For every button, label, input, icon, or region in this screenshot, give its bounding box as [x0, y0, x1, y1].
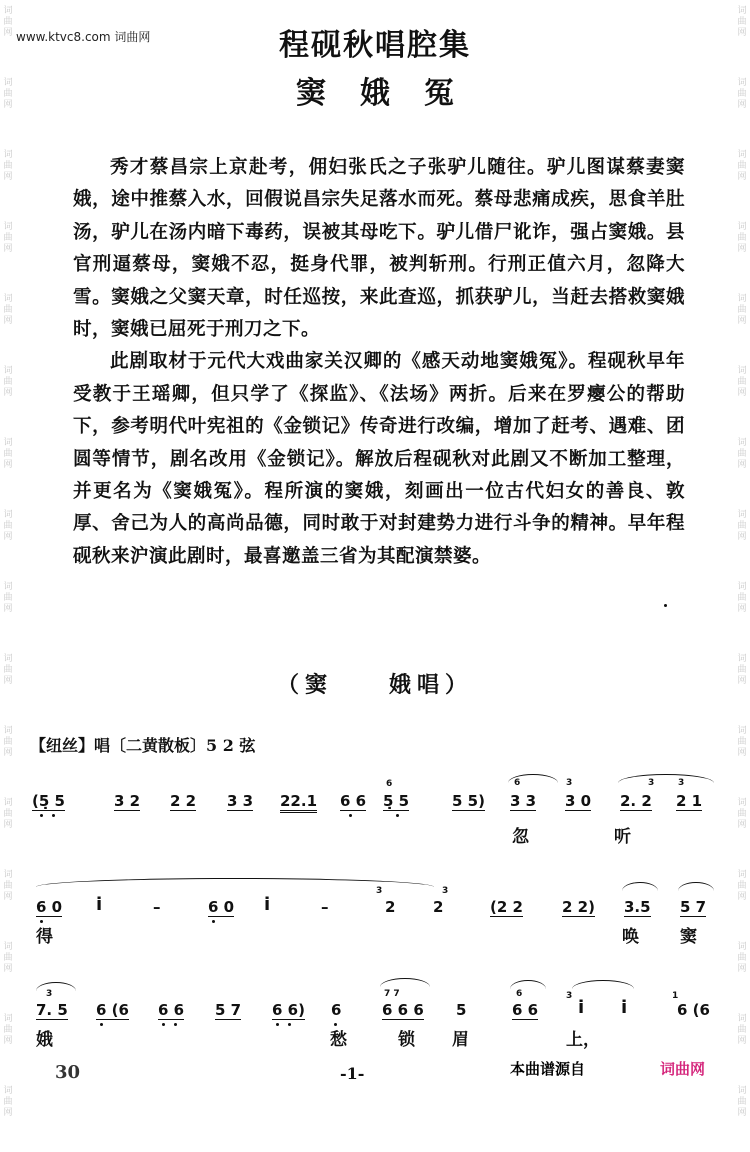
slur [36, 878, 434, 887]
watermark-mark: 词 曲 网 [737, 78, 747, 110]
note-group: – [153, 898, 161, 916]
note-group: 2 2) [562, 898, 595, 916]
score-heading: 【纽丝】唱〔二黄散板〕5 2 弦 [30, 736, 256, 755]
note-group: 6 6) [272, 1001, 305, 1019]
note-group: (5̣ 5 [32, 792, 65, 810]
watermark-mark: 词 曲 网 [737, 654, 747, 686]
lyric: 锁 [398, 1030, 415, 1050]
numbered-notation: (5̣ 5 3 2 2 2 3 3 22.1 6 6 5̣ 5 5 5) 3 3 3 0 2. 2 2 1 6 6 3 3 3 忽 听 6 0 i – 6 0 i – 2 2 (2 2 2 2) 3.5 5 7 3 3 得 唤 窦 7. 5 6 (6 6 6 5 7 6 6) 6 6 6 6 5 6 6 i i 6 (6 3 7 7 6 3 1 娥 愁 锁 眉 上， [0, 0, 750, 1105]
note-group: 2 1 [676, 792, 703, 810]
note-group: 2 2 [170, 792, 197, 810]
note-group: 3 0 [565, 792, 592, 810]
watermark-mark: 词 曲 网 [737, 582, 747, 614]
note-group: 7. 5 [36, 1001, 68, 1019]
slur [510, 980, 546, 989]
slur [572, 980, 634, 989]
watermark-mark: 词 曲 网 [3, 726, 13, 758]
note-group: i [578, 997, 585, 1018]
watermark-mark: 词 曲 网 [3, 438, 13, 470]
note-group: i [96, 894, 103, 915]
watermark-mark: 词 曲 网 [3, 510, 13, 542]
watermark-mark: 词 曲 网 [3, 1086, 13, 1118]
watermark-mark: 词 曲 网 [737, 366, 747, 398]
watermark-mark: 词 曲 网 [3, 6, 13, 38]
note-group: 5 7 [215, 1001, 242, 1019]
slur [36, 982, 76, 991]
note-group: 3 3 [227, 792, 254, 810]
note-group: 2 [433, 898, 444, 916]
source-label: 本曲谱源自 [510, 1060, 586, 1078]
note-group: 6 6 [512, 1001, 539, 1019]
slur [380, 978, 430, 987]
note-group: 6 (6 [677, 1001, 710, 1019]
watermark-mark: 词 曲 网 [737, 870, 747, 902]
brand-link[interactable]: 词曲网 [660, 1060, 706, 1078]
note-group: 3 3 [510, 792, 537, 810]
footer-left-text: 30 [55, 1062, 81, 1083]
watermark-mark: 词 曲 网 [737, 1014, 747, 1046]
note-group: 22.1 [280, 793, 317, 813]
watermark-mark: 词 曲 网 [3, 150, 13, 182]
watermark-mark: 词 曲 网 [737, 6, 747, 38]
note-group: 5 5) [452, 792, 485, 810]
watermark-mark: 词 曲 网 [737, 294, 747, 326]
watermark-mark: 词 曲 网 [3, 1014, 13, 1046]
watermark-mark: 词 曲 网 [737, 1086, 747, 1118]
watermark-mark: 词 曲 网 [737, 150, 747, 182]
watermark-mark: 词 曲 网 [737, 798, 747, 830]
note-group: i [264, 894, 271, 915]
note-group: i [621, 997, 628, 1018]
slur [678, 882, 714, 891]
watermark-mark: 词 曲 网 [3, 78, 13, 110]
note-group: 5̣ 5 [383, 792, 410, 810]
note-group: 6 6 [158, 1001, 185, 1019]
watermark-mark: 词 曲 网 [3, 222, 13, 254]
note-group: 6 0 [208, 898, 235, 916]
note-group: 6 6 [340, 792, 367, 810]
watermark-mark: 词 曲 网 [3, 798, 13, 830]
note-group: 2 [385, 898, 396, 916]
lyric: 听 [614, 827, 631, 847]
lyric: 愁 [330, 1030, 347, 1050]
watermark-mark: 词 曲 网 [3, 654, 13, 686]
watermark-mark: 词 曲 网 [737, 222, 747, 254]
note-group: 2. 2 [620, 792, 652, 810]
watermark-mark: 词 曲 网 [737, 942, 747, 974]
watermark-mark: 词 曲 网 [3, 366, 13, 398]
lyric: 娥 [36, 1030, 53, 1050]
lyric: 窦 [680, 927, 697, 947]
watermark-mark: 词 曲 网 [737, 726, 747, 758]
page-number: -1- [340, 1064, 365, 1083]
note-group: – [321, 898, 329, 916]
note-group: 6 0 [36, 898, 63, 916]
site-url: www.ktvc8.com 词曲网 [16, 30, 151, 44]
section-title: （窦 娥唱） [276, 672, 473, 698]
lyric: 上， [566, 1030, 600, 1050]
watermark-mark: 词 曲 网 [3, 294, 13, 326]
slur [618, 774, 714, 783]
note-group: 5 7 [680, 898, 707, 916]
watermark-mark: 词 曲 网 [737, 438, 747, 470]
note-group: (2 2 [490, 898, 523, 916]
watermark-mark: 词 曲 网 [737, 510, 747, 542]
watermark-mark: 词 曲 网 [3, 942, 13, 974]
collection-title: 程砚秋唱腔集 [279, 28, 471, 63]
slur [622, 882, 658, 891]
note-group: 3.5 [624, 898, 651, 916]
lyric: 忽 [512, 827, 529, 847]
note-group: 6 [331, 1001, 342, 1019]
note-group: 6 6 6 [382, 1001, 424, 1019]
note-group: 5 [456, 1001, 467, 1019]
lyric: 眉 [452, 1030, 469, 1050]
watermark-mark: 词 曲 网 [3, 870, 13, 902]
piece-title: 窦娥冤 [296, 76, 488, 111]
lyric: 唤 [622, 927, 639, 947]
note-group: 6 (6 [96, 1001, 129, 1019]
lyric: 得 [36, 927, 53, 947]
intro-paragraph-2: 此剧取材于元代大戏曲家关汉卿的《感天动地窦娥冤》。程砚秋早年受教于王瑶卿，但只学了《探监》、《法场》两折。后来在罗瘿公的帮助下，参考明代叶宪祖的《金锁记》传奇进行改编，增加了赶考、遇难、团圆等情节，剧名改用《金锁记》。解放后程砚秋对此剧又不断加工整理，并更名为《窦娥冤》。程所演的窦娥，刻画出一位古代妇女的善良、敦厚、舍己为人的高尚品德，同时敢于对封建势力进行斗争的精神。早年程砚秋来沪演此剧时，最喜邀盖三省为其配演禁婆。 [73, 351, 685, 567]
note-group: 3 2 [114, 792, 141, 810]
intro-paragraph-1: 秀才蔡昌宗上京赴考，佣妇张氏之子张驴儿随往。驴儿图谋蔡妻窦娥，途中推蔡入水，回假说昌宗失足落水而死。蔡母悲痛成疾，思食羊肚汤，驴儿在汤内暗下毒药，误被其母吃下。驴儿借尸讹诈，强占窦娥。县官刑逼蔡母，窦娥不忍，挺身代罪，被判斩刑。行刑正值六月，忽降大雪。窦娥之父窦天章，时任巡按，来此查巡，抓获驴儿，当赶去搭救窦娥时，窦娥已屈死于刑刀之下。 [73, 157, 685, 341]
slur [508, 774, 558, 783]
watermark-mark: 词 曲 网 [3, 582, 13, 614]
